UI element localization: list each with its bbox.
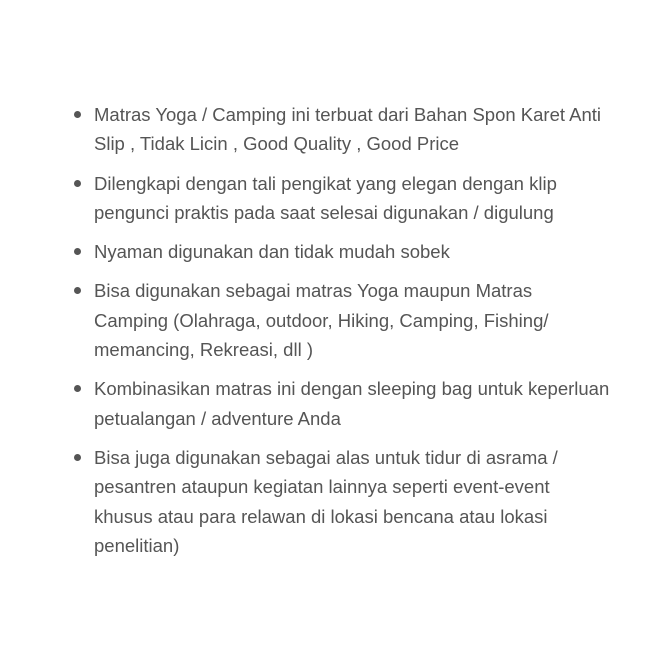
bullet-icon [74, 454, 81, 461]
bullet-icon [74, 287, 81, 294]
bullet-icon [74, 111, 81, 118]
list-item [70, 237, 610, 266]
list-item-text: Bisa digunakan sebagai matras Yoga maupun Matras Camping (Olahraga, outdoor, Hiking, Camping, Fishing/ memancing, Rekreasi, dll ) [94, 280, 549, 361]
list-item [70, 276, 610, 364]
bullet-icon [74, 248, 81, 255]
feature-list [70, 100, 610, 570]
list-item-text: Bisa juga digunakan sebagai alas untuk tidur di asrama / pesantren ataupun kegiatan lainnya seperti event-event khusus atau para relawan di lokasi bencana atau lokasi penelitian) [94, 446, 558, 556]
list-item [70, 374, 610, 433]
list-item [70, 169, 610, 228]
list-item [70, 100, 610, 159]
bullet-icon [74, 385, 81, 392]
list-item-text: Matras Yoga / Camping ini terbuat dari Bahan Spon Karet Anti Slip , Tidak Licin , Good Quality , Good Price [94, 104, 602, 155]
list-item-text: Nyaman digunakan dan tidak mudah sobek [94, 241, 450, 263]
list-item-text: Kombinasikan matras ini dengan sleeping bag untuk keperluan petualangan / adventure Anda [94, 378, 610, 429]
list-item [70, 443, 610, 560]
list-item-text: Dilengkapi dengan tali pengikat yang elegan dengan klip pengunci praktis pada saat selesai digunakan / digulung [94, 172, 557, 223]
bullet-icon [74, 180, 81, 187]
